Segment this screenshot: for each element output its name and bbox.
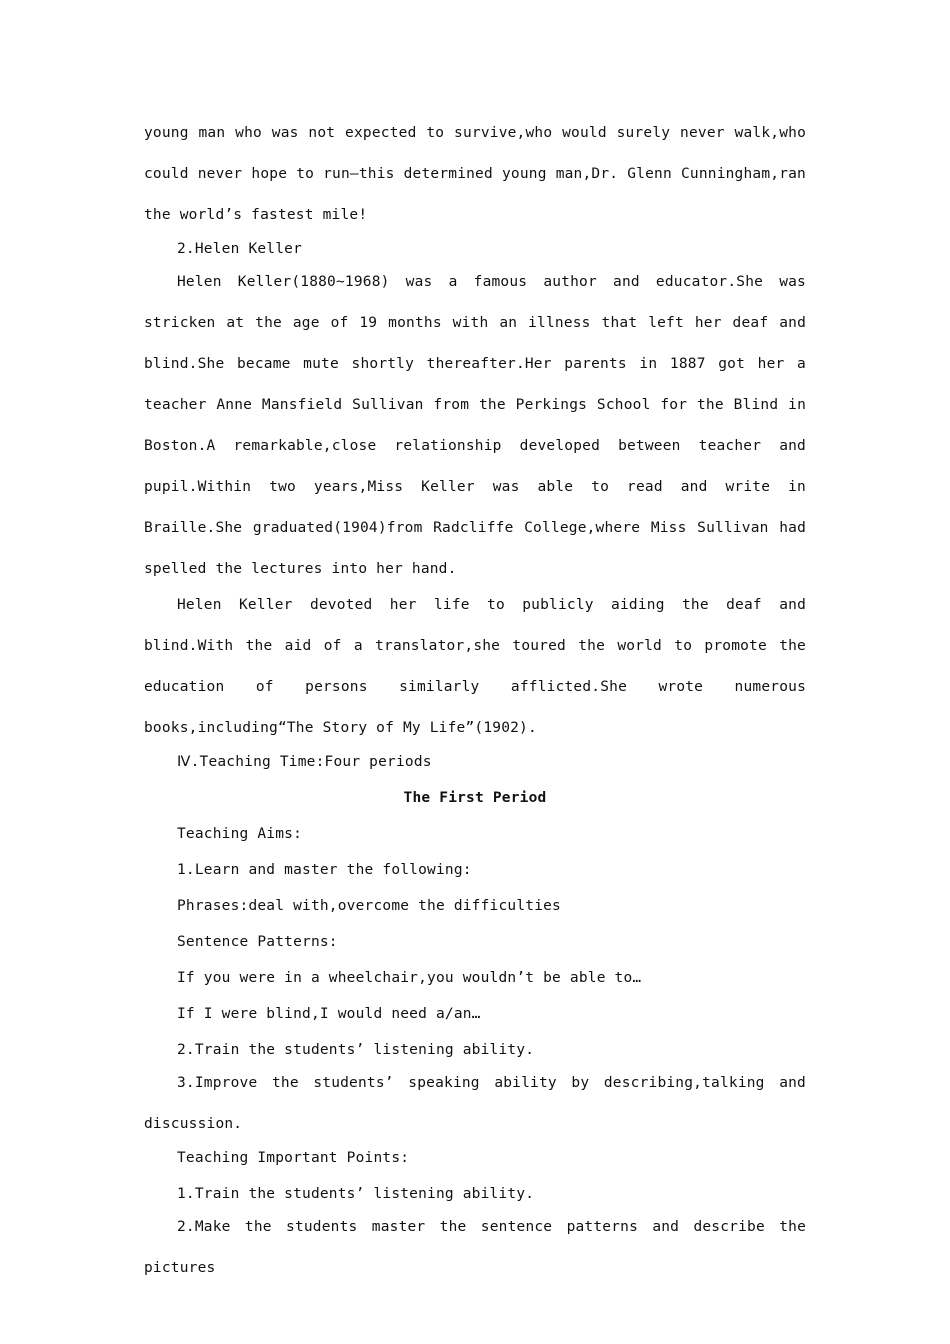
sentence-pattern-wheelchair: If you were in a wheelchair,you wouldn’t be able to… (177, 970, 642, 986)
paragraph-keller-devotion: Helen Keller devoted her life to publicly aiding the deaf and blind.With the aid of a translator,she toured the world to promote the education of persons similarly afflicted.She wrote numerous books,including“The Story of My Life”(1902). (144, 597, 806, 736)
sentence-pattern-blind: If I were blind,I would need a/an… (177, 1006, 481, 1022)
important-point-2: 2.Make the students master the sentence patterns and describe the pictures (144, 1219, 806, 1276)
aim-item-2: 2.Train the students’ listening ability. (177, 1042, 535, 1058)
paragraph-keller-biography: Helen Keller(1880~1968) was a famous author and educator.She was stricken at the age of 19 months with an illness that left her deaf and blind.She became mute shortly thereafter.Her parents in 1887 got her a teacher Anne Mansfield Sullivan from the Perkings School for the Blind in Boston.A remarkable,close relationship developed between teacher and pupil.Within two years,Miss Keller was able to read and write in Braille.She graduated(1904)from Radcliffe College,where Miss Sullivan had spelled the lectures into her hand. (144, 274, 806, 577)
paragraph-cunningham-ending: young man who was not expected to survive,who would surely never walk,who could never hope to run—this determined young man,Dr. Glenn Cunningham,ran the world’s fastest mile! (144, 125, 806, 223)
phrases-line: Phrases:deal with,overcome the difficulties (177, 898, 561, 914)
teaching-time-line: Ⅳ.Teaching Time:Four periods (177, 754, 432, 770)
important-points-label: Teaching Important Points: (177, 1150, 410, 1166)
first-period-heading: The First Period (403, 790, 547, 806)
sentence-patterns-label: Sentence Patterns: (177, 934, 338, 950)
section-heading-helen-keller: 2.Helen Keller (177, 241, 303, 257)
document-page (144, 118, 806, 1284)
teaching-aims-label: Teaching Aims: (177, 826, 303, 842)
aim-item-3: 3.Improve the students’ speaking ability by describing,talking and discussion. (144, 1075, 806, 1132)
important-point-1: 1.Train the students’ listening ability. (177, 1186, 535, 1202)
aim-item-1: 1.Learn and master the following: (177, 862, 472, 878)
